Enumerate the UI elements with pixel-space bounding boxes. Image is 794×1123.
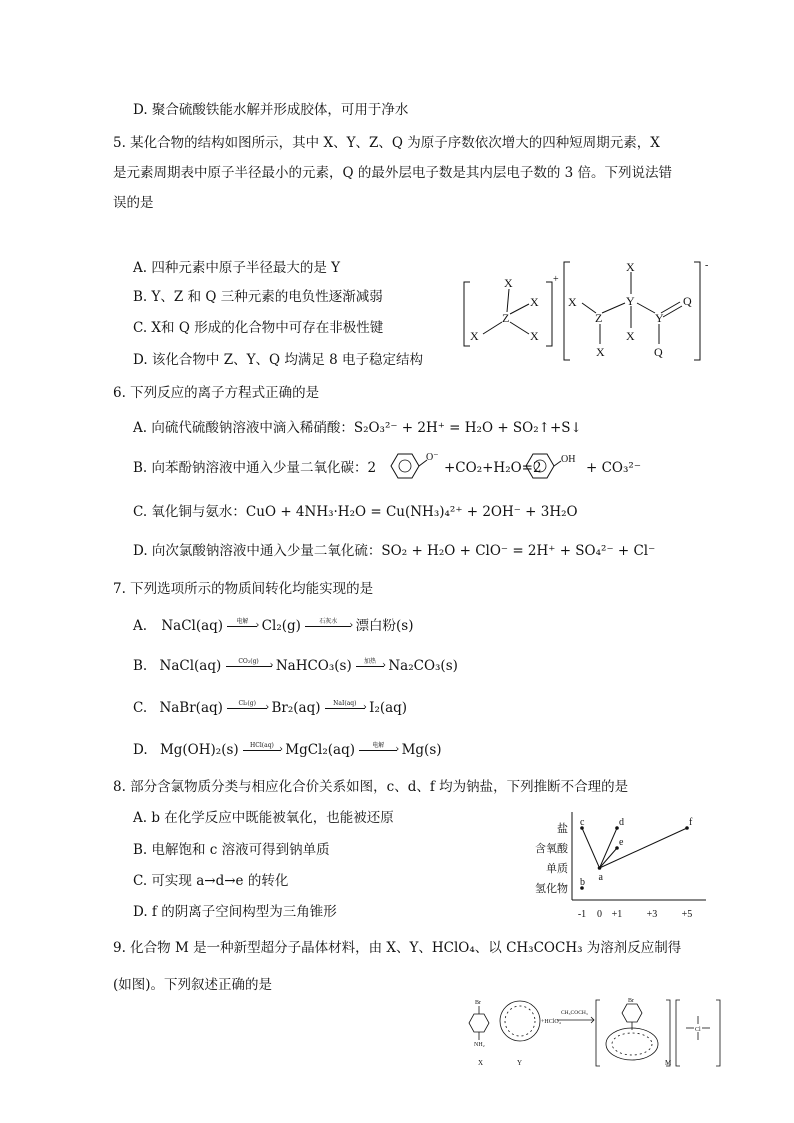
x-tick-label: +5	[681, 909, 693, 920]
q5-structure-figure	[458, 256, 718, 364]
q7-c-arrow2: NaI(aq) ›	[325, 703, 365, 715]
anion-charge: -	[705, 260, 709, 271]
q5-option-b: B. Y、Z 和 Q 三种元素的电负性逐渐减弱	[133, 289, 383, 305]
q8-option-b: B. 电解饱和 c 溶液可得到钠单质	[133, 842, 330, 858]
q7-d-cond2: 电解	[372, 741, 385, 749]
q7-d-cond1: HCl(aq)	[250, 741, 274, 749]
q7-b-label: B.	[133, 658, 148, 674]
y-category-label: 含氧酸	[535, 843, 568, 855]
q7-b-s3: Na₂CO₃(s)	[388, 658, 458, 674]
q7-option-c	[133, 699, 407, 717]
q7-b-s1: NaCl(aq)	[159, 658, 222, 674]
q7-d-s3: Mg(s)	[401, 742, 442, 758]
label-y: Y	[517, 1059, 523, 1067]
q6-option-b-mid: +CO₂+H₂O=2	[444, 460, 542, 476]
anion-x-left: X	[568, 295, 577, 309]
q7-d-arrow2: 电解 ›	[359, 745, 397, 757]
cation-x-top: X	[504, 276, 513, 290]
q5-option-c: C. X和 Q 形成的化合物中可存在非极性键	[133, 320, 384, 336]
q7-c-arrow1: Cl₂(g) ›	[227, 703, 267, 715]
label-m: M	[665, 1059, 672, 1067]
q7-option-d	[133, 741, 442, 759]
q7-d-s1: Mg(OH)₂(s)	[159, 742, 239, 758]
x-tick-label: 0	[597, 909, 602, 920]
q6-stem: 6. 下列反应的离子方程式正确的是	[113, 385, 320, 401]
q7-a-s1: NaCl(aq)	[161, 618, 224, 634]
q7-d-s2: MgCl₂(aq)	[285, 742, 355, 758]
q7-a-label: A.	[133, 618, 148, 634]
anion-y1: Y	[626, 294, 635, 308]
phenol-label: OH	[561, 454, 576, 465]
q7-b-cond1: CO₂(g)	[238, 657, 259, 665]
y-category-label: 氢化物	[535, 883, 568, 895]
x-br-label: Br	[475, 1000, 481, 1006]
q5-stem-line2: 是元素周期表中原子半径最小的元素，Q 的最外层电子数是其内层电子数的 3 倍。下列说法错	[113, 165, 673, 181]
point-label-f: f	[689, 817, 693, 828]
x-tick-label: +1	[611, 909, 623, 920]
q7-d-label: D.	[133, 742, 148, 758]
y-category-label: 单质	[546, 863, 568, 875]
anion-y2: Y	[655, 311, 664, 325]
anion-q-bottom: Q	[654, 345, 663, 359]
q7-option-a	[133, 617, 413, 635]
q7-b-arrow2: 加热 ›	[356, 661, 384, 673]
point-label-c: c	[580, 817, 585, 828]
q9-stem-line1: 9. 化合物 M 是一种新型超分子晶体材料，由 X、Y、HClO₄、以 CH₃COCH₃ 为溶剂反应制得	[113, 940, 682, 956]
phenoxide-ring-icon	[382, 450, 442, 484]
q7-c-s2: Br₂(aq)	[271, 700, 321, 716]
x-tick-label: -1	[577, 909, 587, 920]
q6-option-c: C. 氧化铜与氨水：CuO + 4NH₃·H₂O = Cu(NH₃)₄²⁺ + 2OH⁻ + 3H₂O	[133, 504, 578, 520]
solvent-label: CH₃COCH₃	[561, 1010, 588, 1016]
point-label-e: e	[619, 837, 624, 848]
q6-option-b	[133, 459, 376, 477]
m-br-label: Br	[628, 998, 634, 1004]
point-a	[598, 866, 602, 870]
chlorine-valence-chart	[520, 806, 710, 924]
q7-d-arrow1: HCl(aq) ›	[243, 745, 281, 757]
cation-charge: +	[553, 274, 559, 285]
phenoxide-label: O⁻	[426, 452, 439, 463]
connector-line-a-d	[600, 828, 618, 868]
x-tick-label: +3	[646, 909, 658, 920]
q7-a-cond1: 电解	[236, 617, 249, 625]
q7-b-s2: NaHCO₃(s)	[275, 658, 352, 674]
q7-b-arrow1: CO₂(g) ›	[226, 661, 272, 673]
cation-x-right: X	[530, 295, 539, 309]
q9-stem-line2: (如图)。下列叙述正确的是	[113, 977, 273, 993]
x-nh2-label: NH₂	[474, 1042, 485, 1048]
hclo4-label: +HClO₄	[541, 1019, 561, 1025]
q8-stem: 8. 部分含氯物质分类与相应化合价关系如图，c、d、f 均为钠盐，下列推断不合理的是	[113, 779, 629, 795]
q7-c-s3: I₂(aq)	[369, 700, 408, 716]
label-x: X	[478, 1059, 484, 1067]
point-label-b: b	[580, 877, 585, 888]
q5-option-a: A. 四种元素中原子半径最大的是 Y	[133, 260, 341, 276]
anion-z: Z	[595, 311, 603, 325]
q6-option-b-pre: B. 向苯酚钠溶液中通入少量二氧化碳：2	[133, 460, 377, 476]
q8-option-a: A. b 在化学反应中既能被氧化，也能被还原	[133, 810, 394, 826]
point-label-d: d	[619, 817, 624, 828]
q4-option-d: D. 聚合硫酸铁能水解并形成胶体，可用于净水	[133, 102, 409, 118]
cation-z: Z	[502, 311, 510, 325]
q7-a-arrow1: 电解 ›	[227, 621, 257, 633]
q8-option-d: D. f 的阴离子空间构型为三角锥形	[133, 904, 337, 920]
q5-option-d: D. 该化合物中 Z、Y、Q 均满足 8 电子稳定结构	[133, 352, 424, 368]
q9-reaction-figure	[460, 994, 728, 1068]
connector-line-a-e	[600, 848, 618, 868]
perchlorate-cl: Cl	[695, 1027, 701, 1033]
point-label-a: a	[598, 872, 603, 883]
q7-a-cond2: 石灰水	[319, 617, 338, 625]
q7-a-arrow2: 石灰水 ›	[305, 621, 351, 633]
q7-c-cond1: Cl₂(g)	[238, 699, 256, 707]
q6-option-d: D. 向次氯酸钠溶液中通入少量二氧化硫：SO₂ + H₂O + ClO⁻ = 2H⁺ + SO₄²⁻ + Cl⁻	[133, 543, 656, 559]
q7-a-s3: 漂白粉(s)	[355, 618, 414, 634]
q6-option-a: A. 向硫代硫酸钠溶液中滴入稀硝酸：S₂O₃²⁻ + 2H⁺ = H₂O + SO₂↑+S↓	[133, 420, 582, 436]
anion-x-top: X	[626, 260, 635, 274]
q7-c-cond2: NaI(aq)	[333, 699, 357, 707]
q7-stem: 7. 下列选项所示的物质间转化均能实现的是	[113, 581, 374, 597]
q6-option-b-end: + CO₃²⁻	[586, 460, 641, 476]
q7-a-s2: Cl₂(g)	[261, 618, 301, 634]
q7-option-b	[133, 657, 458, 675]
q8-option-c: C. 可实现 a→d→e 的转化	[133, 873, 289, 889]
q5-stem-line3: 误的是	[113, 195, 154, 211]
q7-c-s1: NaBr(aq)	[159, 700, 223, 716]
cation-x-left: X	[470, 329, 479, 343]
anion-x-mid: X	[626, 329, 635, 343]
phenol-ring-icon	[523, 450, 585, 484]
q7-c-label: C.	[133, 700, 148, 716]
cation-x-lowright: X	[530, 329, 539, 343]
anion-q-double: Q	[683, 294, 692, 308]
connector-line-a-c	[582, 828, 600, 868]
q7-b-cond2: 加热	[364, 657, 377, 665]
q5-stem-line1: 5. 某化合物的结构如图所示，其中 X、Y、Z、Q 为原子序数依次增大的四种短周期元素，X	[113, 135, 660, 151]
y-category-label: 盐	[557, 823, 568, 835]
anion-x-bottom: X	[596, 345, 605, 359]
connector-line-a-f	[600, 828, 688, 868]
